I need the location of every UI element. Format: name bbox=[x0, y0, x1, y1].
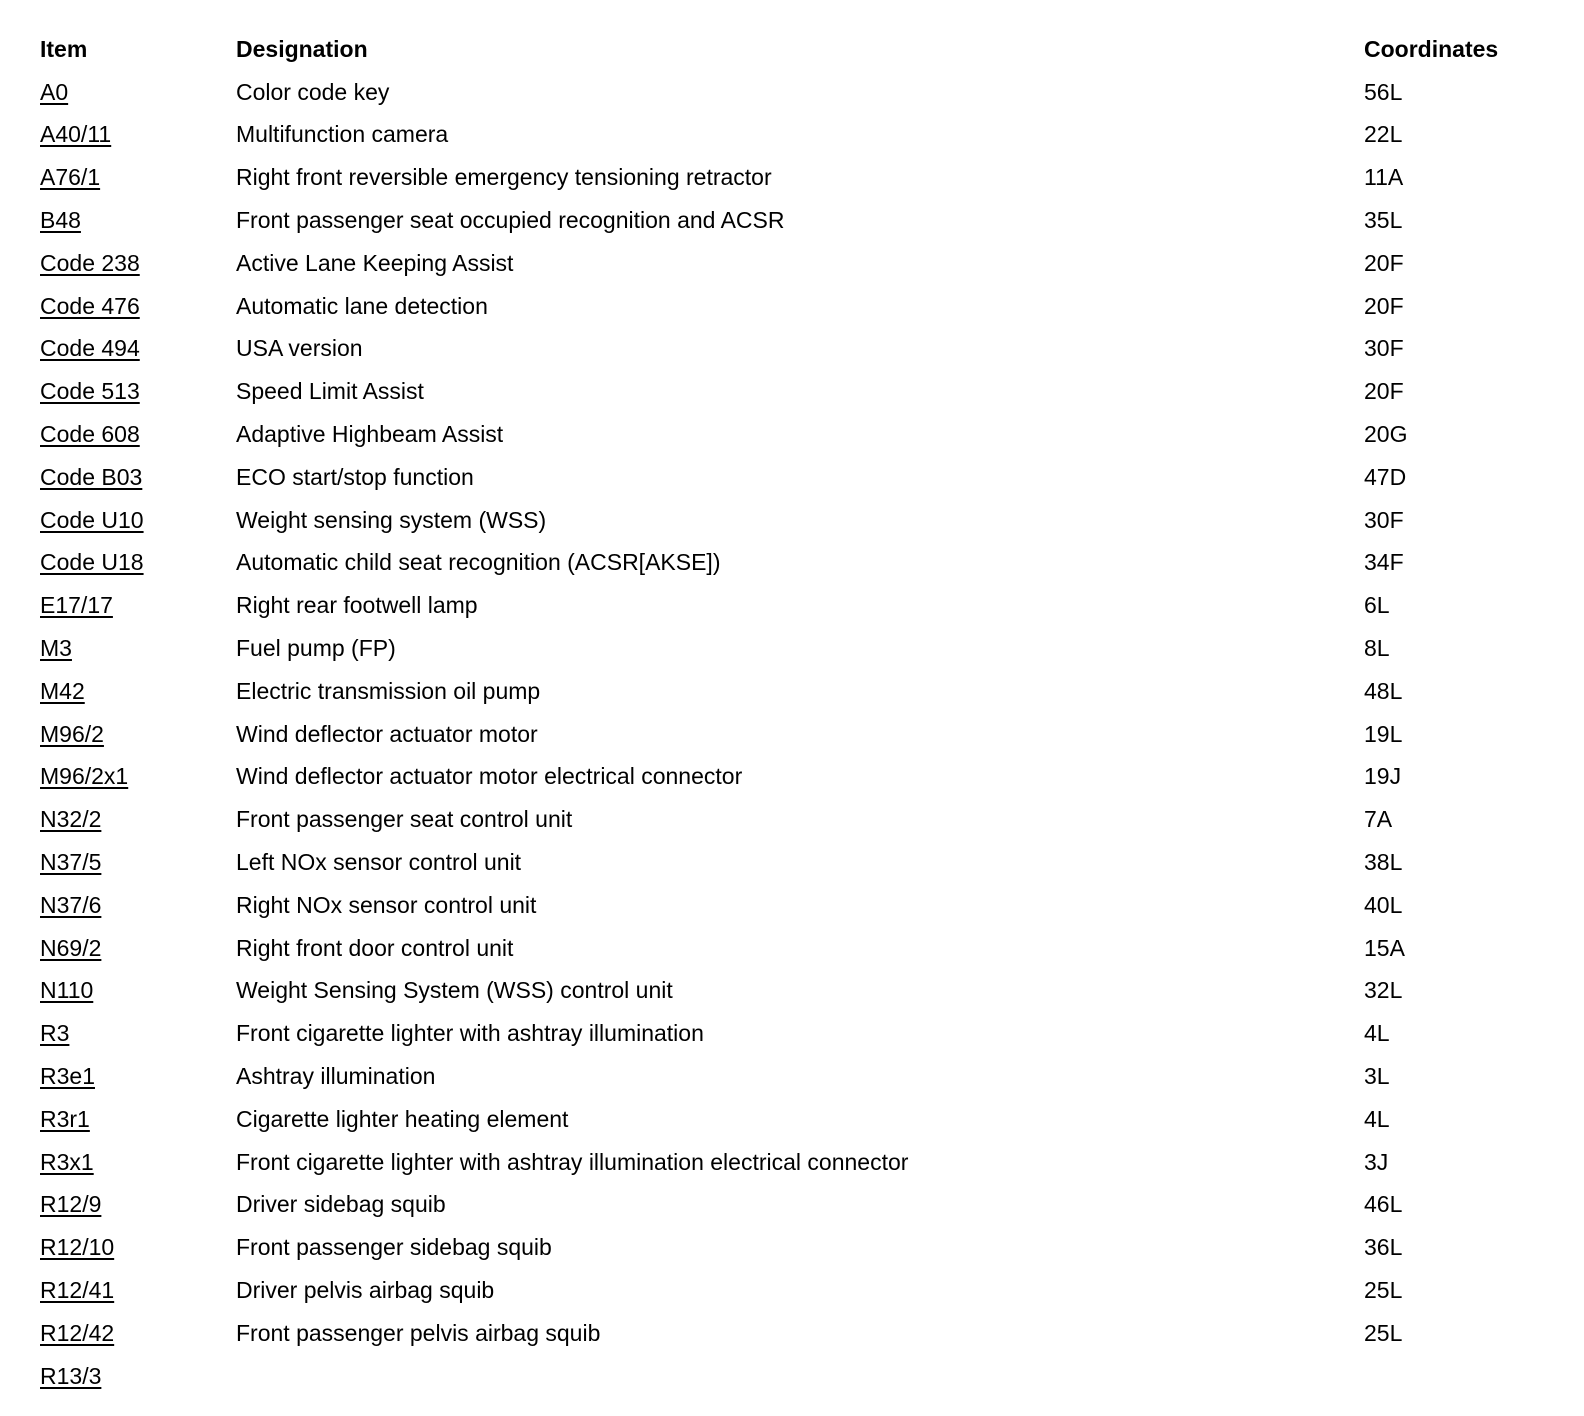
item-link[interactable]: A76/1 bbox=[40, 164, 101, 191]
item-link[interactable]: R12/41 bbox=[40, 1277, 115, 1303]
item-link[interactable]: Code 238 bbox=[40, 249, 140, 276]
item-link[interactable]: Code 513 bbox=[40, 378, 140, 405]
item-cell bbox=[40, 499, 236, 542]
item-cell bbox=[40, 413, 236, 456]
table-row bbox=[40, 1141, 1544, 1184]
coordinates-cell: 47D bbox=[1364, 463, 1407, 490]
coordinates-cell: 30F bbox=[1364, 335, 1404, 362]
item-cell bbox=[40, 370, 236, 413]
coordinates-cell: 32L bbox=[1364, 977, 1403, 1004]
table-row bbox=[40, 756, 1544, 799]
table-row bbox=[40, 841, 1544, 884]
item-link[interactable]: R12/10 bbox=[40, 1234, 115, 1261]
item-cell bbox=[40, 970, 236, 1013]
table-row bbox=[40, 285, 1544, 328]
table-row bbox=[40, 1012, 1544, 1055]
coordinates-cell: 22L bbox=[1364, 121, 1403, 148]
table-row bbox=[40, 542, 1544, 585]
table-row bbox=[40, 114, 1544, 157]
item-cell bbox=[40, 713, 236, 756]
item-cell bbox=[40, 156, 236, 199]
item-cell bbox=[40, 285, 236, 328]
item-cell bbox=[40, 114, 236, 157]
coordinates-cell: 8L bbox=[1364, 635, 1390, 662]
designation-cell: Wind deflector actuator motor bbox=[236, 720, 538, 747]
table-row bbox=[40, 884, 1544, 927]
table-row bbox=[40, 584, 1544, 627]
item-cell bbox=[40, 328, 236, 371]
table-row bbox=[40, 1055, 1544, 1098]
table-row bbox=[40, 328, 1544, 371]
coordinates-cell: 36L bbox=[1364, 1234, 1403, 1261]
designation-cell: Wind deflector actuator motor electrical connector bbox=[236, 763, 743, 790]
designation-cell: Front passenger seat occupied recognition and ACSR bbox=[236, 207, 785, 234]
item-cell bbox=[40, 884, 236, 927]
table-row bbox=[40, 413, 1544, 456]
item-cell bbox=[40, 1184, 236, 1227]
designation-cell: Right front door control unit bbox=[236, 934, 514, 961]
item-cell bbox=[40, 756, 236, 799]
item-link[interactable]: N69/2 bbox=[40, 934, 102, 961]
item-cell bbox=[40, 841, 236, 884]
item-link[interactable]: E17/17 bbox=[40, 592, 113, 619]
designation-cell: Right front reversible emergency tensioning retractor bbox=[236, 164, 772, 191]
table-row bbox=[40, 1184, 1544, 1227]
item-link[interactable]: M3 bbox=[40, 635, 72, 662]
item-link[interactable]: R3r1 bbox=[40, 1105, 90, 1132]
table-row bbox=[40, 1098, 1544, 1141]
table-body bbox=[40, 71, 1544, 1398]
item-cell bbox=[40, 798, 236, 841]
table-row bbox=[40, 499, 1544, 542]
item-link[interactable]: M96/2 bbox=[40, 720, 104, 747]
table-row bbox=[40, 370, 1544, 413]
item-cell bbox=[40, 584, 236, 627]
table-row bbox=[40, 71, 1544, 114]
table-row bbox=[40, 1355, 1544, 1398]
designation-cell bbox=[236, 1355, 1364, 1398]
table-row bbox=[40, 713, 1544, 756]
table-row bbox=[40, 970, 1544, 1013]
item-link[interactable]: R3e1 bbox=[40, 1063, 95, 1090]
item-link[interactable]: Code 494 bbox=[40, 335, 140, 362]
designation-cell: Front cigarette lighter with ashtray illumination electrical connector bbox=[236, 1148, 909, 1175]
item-cell bbox=[40, 1355, 236, 1398]
designation-cell: Front passenger sidebag squib bbox=[236, 1234, 552, 1261]
component-legend-table bbox=[40, 28, 1544, 1398]
item-cell bbox=[40, 1312, 236, 1355]
designation-cell: Automatic lane detection bbox=[236, 292, 488, 319]
coordinates-cell: 25L bbox=[1364, 1319, 1403, 1346]
designation-cell: Speed Limit Assist bbox=[236, 378, 424, 405]
coordinates-column-header: Coordinates bbox=[1364, 35, 1499, 62]
item-link[interactable]: N37/5 bbox=[40, 849, 102, 876]
coordinates-cell: 35L bbox=[1364, 207, 1403, 234]
item-link[interactable]: R12/42 bbox=[40, 1319, 115, 1346]
coordinates-cell: 25L bbox=[1364, 1277, 1403, 1303]
item-link[interactable]: Code B03 bbox=[40, 463, 143, 490]
designation-cell: Automatic child seat recognition (ACSR[AKSE]) bbox=[236, 549, 721, 576]
table-row bbox=[40, 1269, 1544, 1312]
coordinates-cell: 56L bbox=[1364, 78, 1403, 105]
designation-cell: Electric transmission oil pump bbox=[236, 677, 541, 704]
coordinates-cell: 20G bbox=[1364, 421, 1408, 448]
coordinates-cell: 11A bbox=[1364, 164, 1404, 191]
coordinates-cell: 20F bbox=[1364, 292, 1404, 319]
coordinates-cell: 7A bbox=[1364, 806, 1393, 833]
item-link[interactable]: Code 476 bbox=[40, 292, 140, 319]
item-link[interactable]: R3x1 bbox=[40, 1148, 94, 1175]
item-cell bbox=[40, 542, 236, 585]
item-link[interactable]: A0 bbox=[40, 78, 69, 105]
designation-cell: Fuel pump (FP) bbox=[236, 635, 396, 662]
coordinates-cell: 40L bbox=[1364, 891, 1403, 918]
item-cell bbox=[40, 1098, 236, 1141]
designation-cell: Color code key bbox=[236, 78, 390, 105]
designation-cell: Active Lane Keeping Assist bbox=[236, 249, 514, 276]
item-link[interactable]: R13/3 bbox=[40, 1362, 102, 1389]
coordinates-cell: 15A bbox=[1364, 934, 1405, 961]
coordinates-cell: 34F bbox=[1364, 549, 1404, 576]
coordinates-cell: 6L bbox=[1364, 592, 1390, 619]
designation-cell: Right NOx sensor control unit bbox=[236, 891, 537, 918]
designation-cell: Driver sidebag squib bbox=[236, 1191, 446, 1218]
item-cell bbox=[40, 627, 236, 670]
coordinates-cell: 3L bbox=[1364, 1063, 1390, 1090]
table-row bbox=[40, 798, 1544, 841]
designation-cell: Adaptive Highbeam Assist bbox=[236, 421, 504, 448]
coordinates-cell: 3J bbox=[1364, 1148, 1389, 1175]
designation-cell: Front passenger seat control unit bbox=[236, 806, 573, 833]
table-header-row bbox=[40, 28, 1544, 71]
item-link[interactable]: N37/6 bbox=[40, 891, 102, 918]
item-column-header: Item bbox=[40, 35, 88, 62]
table-row bbox=[40, 1312, 1544, 1355]
coordinates-cell: 19J bbox=[1364, 763, 1402, 790]
coordinates-cell: 48L bbox=[1364, 677, 1403, 704]
designation-cell: Driver pelvis airbag squib bbox=[236, 1277, 495, 1303]
item-cell bbox=[40, 456, 236, 499]
designation-cell: Left NOx sensor control unit bbox=[236, 849, 522, 876]
item-cell bbox=[40, 670, 236, 713]
coordinates-cell: 19L bbox=[1364, 720, 1403, 747]
coordinates-cell bbox=[1364, 1355, 1544, 1398]
item-link[interactable]: B48 bbox=[40, 207, 81, 234]
designation-column-header: Designation bbox=[236, 35, 368, 62]
coordinates-cell: 4L bbox=[1364, 1105, 1390, 1132]
item-link[interactable]: R12/9 bbox=[40, 1191, 102, 1218]
table-row bbox=[40, 456, 1544, 499]
item-link[interactable]: Code 608 bbox=[40, 421, 140, 448]
designation-cell: Front cigarette lighter with ashtray illumination bbox=[236, 1020, 704, 1047]
table-row bbox=[40, 156, 1544, 199]
designation-cell: USA version bbox=[236, 335, 363, 362]
designation-cell: Multifunction camera bbox=[236, 121, 449, 148]
designation-cell: Cigarette lighter heating element bbox=[236, 1105, 569, 1132]
item-link[interactable]: M96/2x1 bbox=[40, 763, 129, 790]
coordinates-cell: 46L bbox=[1364, 1191, 1403, 1218]
coordinates-cell: 20F bbox=[1364, 378, 1404, 405]
coordinates-cell: 38L bbox=[1364, 849, 1403, 876]
designation-cell: Front passenger pelvis airbag squib bbox=[236, 1319, 601, 1346]
item-cell bbox=[40, 1055, 236, 1098]
item-link[interactable]: Code U10 bbox=[40, 506, 144, 533]
item-cell bbox=[40, 199, 236, 242]
item-cell bbox=[40, 1141, 236, 1184]
designation-cell: Weight Sensing System (WSS) control unit bbox=[236, 977, 673, 1004]
designation-cell: ECO start/stop function bbox=[236, 463, 474, 490]
item-link[interactable]: A40/11 bbox=[40, 121, 112, 148]
item-cell bbox=[40, 1269, 236, 1312]
table-row bbox=[40, 199, 1544, 242]
item-cell bbox=[40, 1012, 236, 1055]
item-link[interactable]: N32/2 bbox=[40, 806, 102, 833]
table-row bbox=[40, 627, 1544, 670]
designation-cell: Weight sensing system (WSS) bbox=[236, 506, 547, 533]
item-link[interactable]: Code U18 bbox=[40, 549, 144, 576]
item-cell bbox=[40, 1226, 236, 1269]
item-cell bbox=[40, 71, 236, 114]
table-row bbox=[40, 242, 1544, 285]
item-link[interactable]: N110 bbox=[40, 977, 94, 1004]
coordinates-cell: 20F bbox=[1364, 249, 1404, 276]
designation-cell: Ashtray illumination bbox=[236, 1063, 436, 1090]
designation-cell: Right rear footwell lamp bbox=[236, 592, 478, 619]
item-link[interactable]: M42 bbox=[40, 677, 85, 704]
table-row bbox=[40, 1226, 1544, 1269]
coordinates-cell: 4L bbox=[1364, 1020, 1390, 1047]
table-row bbox=[40, 670, 1544, 713]
item-cell bbox=[40, 242, 236, 285]
table-row bbox=[40, 927, 1544, 970]
item-cell bbox=[40, 927, 236, 970]
item-link[interactable]: R3 bbox=[40, 1020, 70, 1047]
coordinates-cell: 30F bbox=[1364, 506, 1404, 533]
